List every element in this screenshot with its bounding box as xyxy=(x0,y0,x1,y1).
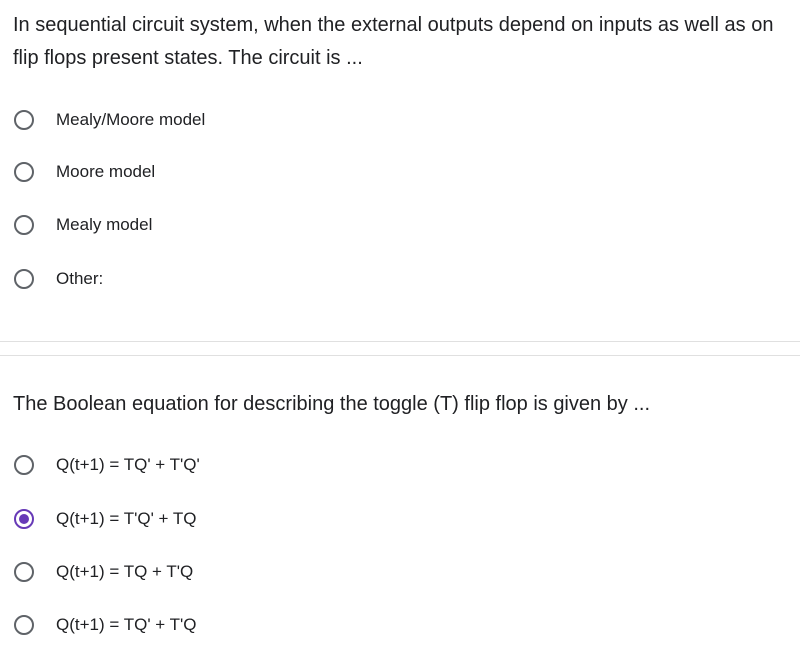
option-mealy-model[interactable] xyxy=(14,210,152,240)
radio-button[interactable] xyxy=(14,215,34,235)
radio-button[interactable] xyxy=(14,110,34,130)
option-label: Mealy model xyxy=(56,215,153,234)
option-label: Q(t+1) = TQ' + T'Q xyxy=(56,615,197,634)
radio-button[interactable] xyxy=(14,615,34,635)
option-tq-prime-plus-t-prime-q[interactable] xyxy=(14,610,197,640)
option-moore-model[interactable] xyxy=(14,157,155,187)
radio-button-selected[interactable] xyxy=(14,509,34,529)
option-label: Moore model xyxy=(56,162,156,181)
divider xyxy=(0,341,800,342)
option-other[interactable] xyxy=(14,264,103,294)
option-mealy-moore-model[interactable] xyxy=(14,105,205,135)
option-tq-prime-plus-t-prime-q-prime[interactable] xyxy=(14,450,200,480)
option-t-prime-q-prime-plus-tq[interactable] xyxy=(14,504,197,534)
question-title: In sequential circuit system, when the external outputs depend on inputs as well as on flip flops present states. The circuit is ... xyxy=(13,14,774,69)
radio-button[interactable] xyxy=(14,269,34,289)
option-label: Q(t+1) = TQ' + T'Q' xyxy=(56,455,200,474)
radio-button[interactable] xyxy=(14,562,34,582)
divider xyxy=(0,355,800,356)
question-title: The Boolean equation for describing the toggle (T) flip flop is given by ... xyxy=(13,393,651,415)
option-tq-plus-t-prime-q[interactable] xyxy=(14,557,193,587)
option-label: Mealy/Moore model xyxy=(56,110,206,129)
option-label: Other: xyxy=(56,269,104,288)
option-label: Q(t+1) = T'Q' + TQ xyxy=(56,509,197,528)
radio-button[interactable] xyxy=(14,455,34,475)
radio-button[interactable] xyxy=(14,162,34,182)
option-label: Q(t+1) = TQ + T'Q xyxy=(56,562,194,581)
